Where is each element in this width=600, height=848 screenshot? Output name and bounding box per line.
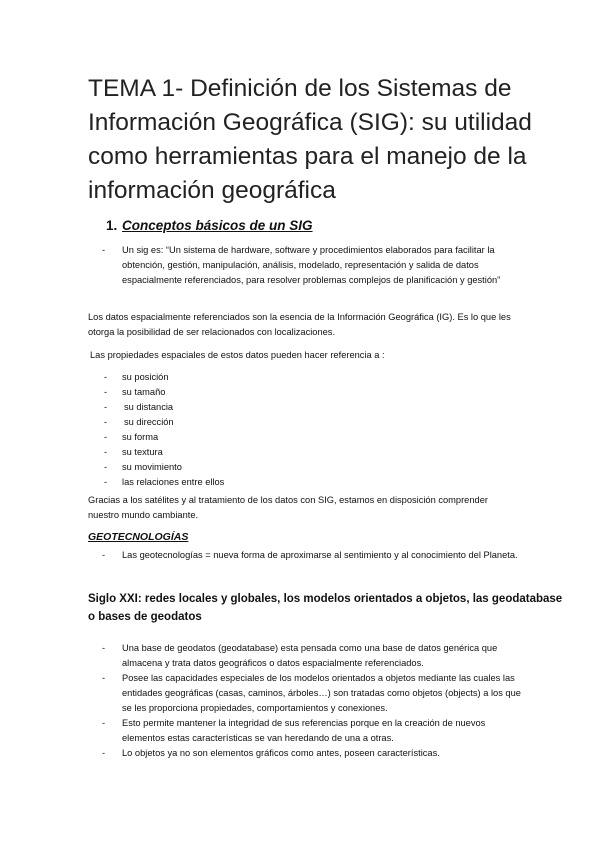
properties-list <box>90 370 224 490</box>
list-item: - su dirección <box>90 415 224 430</box>
paragraph-referenced-data: Los datos espacialmente referenciados son la esencia de la Información Geográfica (IG). Es lo que les otorga la posibilidad de ser relacionados con localizaciones. <box>88 312 511 337</box>
list-item: - su textura <box>90 445 224 460</box>
definition-item <box>88 243 528 288</box>
list-item: - su tamaño <box>90 385 224 400</box>
geotecnologias-heading: GEOTECNOLOGÍAS <box>88 531 189 543</box>
document-title: TEMA 1- Definición de los Sistemas de Información Geográfica (SIG): su utilidad como herramientas para el manejo de la información geográfica <box>88 75 532 204</box>
list-item: - Esto permite mantener la integridad de sus referencias porque en la creación de nuevos elementos estas características se van heredando de una a otras. <box>88 716 528 746</box>
definition-text: - Un sig es: “Un sistema de hardware, software y procedimientos elaborados para facilitar la obtención, gestión, manipulación, análisis, modelado, representación y salida de datos espacialmente referenciados, para resolver problemas complejos de planificación y gestión” <box>88 243 528 288</box>
list-item: - su posición <box>90 370 224 385</box>
list-item: - Una base de geodatos (geodatabase) esta pensada como una base de datos genérica que almacena y trata datos geográficos o datos espacialmente referenciados. <box>88 641 528 671</box>
list-item: - Posee las capacidades especiales de los modelos orientados a objetos mediante las cuales las entidades geográficas (casas, caminos, árboles…) son tratadas como objetos (objects) a los que se les proporciona propiedades, comportamientos y conexiones. <box>88 671 528 716</box>
siglo-xxi-heading: Siglo XXI: redes locales y globales, los modelos orientados a objetos, las geodatabase o bases de geodatos <box>88 593 563 623</box>
siglo-xxi-list <box>88 641 528 761</box>
paragraph-spatial-properties: Las propiedades espaciales de estos datos pueden hacer referencia a : <box>90 350 385 360</box>
list-item: - las relaciones entre ellos <box>90 475 224 490</box>
list-item: - su forma <box>90 430 224 445</box>
geotecnologias-text: - Las geotecnologías = nueva forma de aproximarse al sentimiento y al conocimiento del Planeta. <box>88 548 558 563</box>
section-heading-text: Conceptos básicos de un SIG <box>122 218 313 233</box>
list-item: - su movimiento <box>90 460 224 475</box>
paragraph-satellites: Gracias a los satélites y al tratamiento de los datos con SIG, estamos en disposición comprender nuestro mundo cambiante. <box>88 495 488 520</box>
section-heading <box>106 218 313 233</box>
list-item: - Lo objetos ya no son elementos gráficos como antes, poseen características. <box>88 746 528 761</box>
section-number: 1. <box>106 218 118 233</box>
list-item: - su distancia <box>90 400 224 415</box>
geotecnologias-item <box>88 548 558 563</box>
